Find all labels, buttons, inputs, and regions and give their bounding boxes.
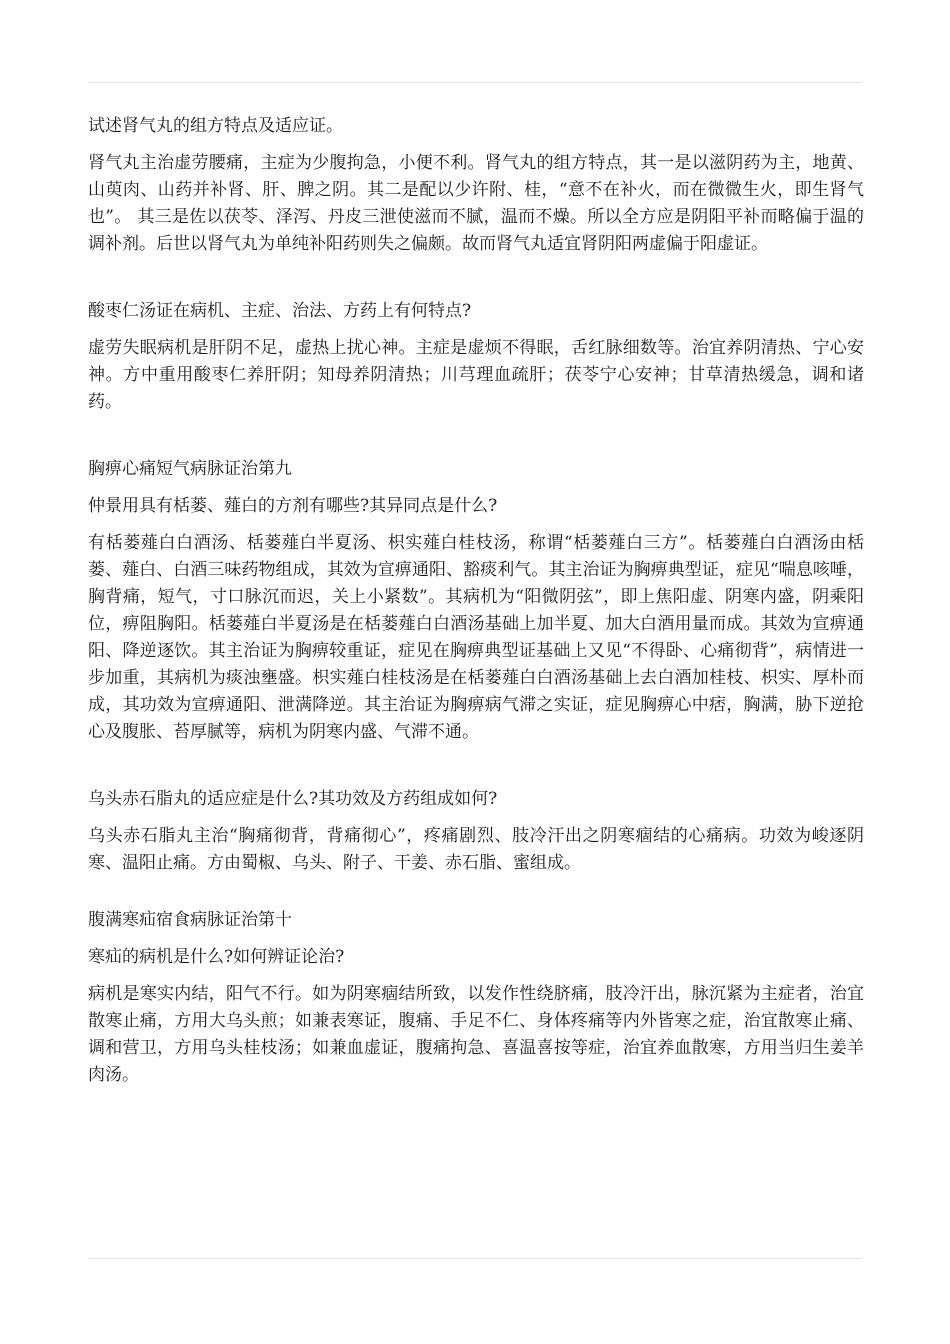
question-heading: 试述肾气丸的组方特点及适应证。 xyxy=(88,116,343,136)
chapter-heading: 胸痹心痛短气病脉证治第九 xyxy=(88,459,292,479)
answer-paragraph: 病机是寒实内结，阳气不行。如为阴寒痼结所致，以发作性绕脐痛，肢冷汗出，脉沉紧为主症者，治宜散寒止痛，方用大乌头煎；如兼表寒证，腹痛、手足不仁、身体疼痛等内外皆寒之症，治宜散寒止痛、调和营卫，方用乌头桂枝汤；如兼血虚证，腹痛拘急、喜温喜按等症，治宜养血散寒，方用当归生姜羊肉汤。 xyxy=(88,984,864,1085)
question-heading: 寒疝的病机是什么?如何辨证论治? xyxy=(88,947,345,967)
answer-paragraph: 有栝蒌薤白白酒汤、栝蒌薤白半夏汤、枳实薤白桂枝汤，称谓“栝蒌薤白三方”。栝蒌薤白白酒汤由栝蒌、薤白、白酒三味药物组成，其效为宣痹通阳、豁痰利气。其主治证为胸痹典型证，症见“喘息咳唾，胸背痛，短气，寸口脉沉而迟，关上小紧数”。其病机为“阳微阴弦”，即上焦阳虚、阴寒内盛，阴乘阳位，痹阻胸阳。栝蒌薤白半夏汤是在栝蒌薤白白酒汤基础上加半夏、加大白酒用量而成。其效为宣痹通阳、降逆逐饮。其主治证为胸痹较重证，症见在胸痹典型证基础上又见“不得卧、心痛彻背”，病情进一步加重，其病机为痰浊壅盛。枳实薤白桂枝汤是在栝蒌薤白白酒汤基础上去白酒加桂枝、枳实、厚朴而成，其功效为宣痹通阳、泄满降逆。其主治证为胸痹病气滞之实证，症见胸痹心中痞，胸满，胁下逆抢心及腹胀、苔厚腻等，病机为阴寒内盛、气滞不通。 xyxy=(88,533,864,742)
answer-paragraph: 肾气丸主治虚劳腰痛，主症为少腹拘急，小便不利。肾气丸的组方特点，其一是以滋阴药为主，地黄、山萸肉、山药并补肾、肝、脾之阴。其二是配以少许附、桂，“意不在补火，而在微微生火，即生肾气也”。 其三是佐以茯苓、泽泻、丹皮三泄使滋而不腻，温而不燥。所以全方应是阴阳平补而略偏于温的调补剂。后世以肾气丸为单纯补阳药则失之偏颇。故而肾气丸适宜肾阴阳两虚偏于阳虚证。 xyxy=(88,153,864,254)
bottom-divider xyxy=(88,1258,862,1259)
chapter-heading: 腹满寒疝宿食病脉证治第十 xyxy=(88,910,292,930)
question-heading: 乌头赤石脂丸的适应症是什么?其功效及方药组成如何? xyxy=(88,789,498,809)
top-divider xyxy=(88,82,862,83)
answer-paragraph: 乌头赤石脂丸主治“胸痛彻背，背痛彻心”，疼痛剧烈、肢冷汗出之阴寒痼结的心痛病。功效为峻逐阴寒、温阳止痛。方由蜀椒、乌头、附子、干姜、赤石脂、蜜组成。 xyxy=(88,826,864,873)
question-heading: 仲景用具有栝蒌、薤白的方剂有哪些?其异同点是什么? xyxy=(88,496,498,516)
document-body xyxy=(88,113,864,1089)
answer-paragraph: 虚劳失眠病机是肝阴不足，虚热上扰心神。主症是虚烦不得眠，舌红脉细数等。治宜养阴清热、宁心安神。方中重用酸枣仁养肝阴；知母养阴清热；川芎理血疏肝；茯苓宁心安神；甘草清热缓急，调和诸药。 xyxy=(88,338,864,412)
question-heading: 酸枣仁汤证在病机、主症、治法、方药上有何特点? xyxy=(88,301,472,321)
